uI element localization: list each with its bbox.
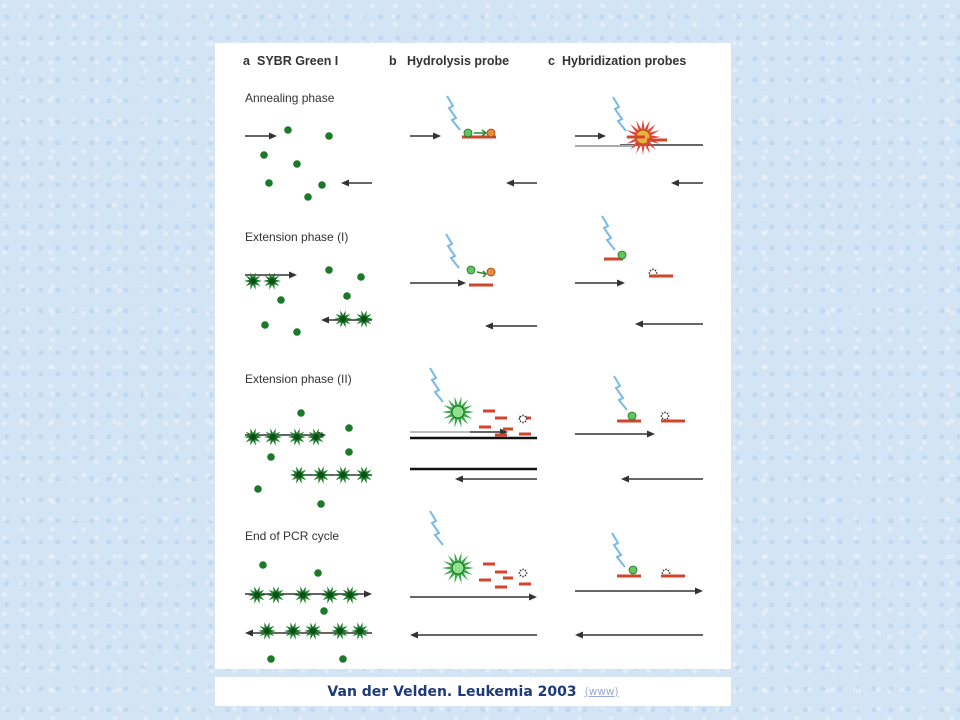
figure-panel bbox=[215, 43, 731, 669]
bound-dye-core bbox=[340, 472, 346, 478]
phase-label-extension-1: Extension phase (I) bbox=[245, 230, 349, 244]
excitation-light-icon bbox=[612, 533, 625, 567]
released-quencher-center bbox=[520, 570, 526, 576]
header-a-title: SYBR Green I bbox=[257, 54, 339, 68]
sybr-dye-molecule bbox=[317, 500, 325, 508]
quencher-dye bbox=[487, 268, 495, 276]
bound-dye-core bbox=[347, 592, 353, 598]
caption-link[interactable]: (www) bbox=[584, 685, 619, 698]
quencher-dye bbox=[487, 129, 495, 137]
excitation-light-icon bbox=[613, 97, 626, 131]
sybr-dye-molecule bbox=[293, 160, 301, 168]
bound-dye-core bbox=[273, 592, 279, 598]
arrowhead bbox=[647, 431, 655, 438]
sybr-dye-molecule bbox=[320, 607, 328, 615]
excitation-light-icon bbox=[430, 368, 443, 402]
header-a-letter: a bbox=[243, 54, 250, 68]
sybr-dye-molecule bbox=[339, 655, 347, 663]
header-b-letter: b bbox=[389, 54, 397, 68]
burst-core bbox=[452, 406, 464, 418]
arrowhead bbox=[598, 133, 606, 140]
bound-dye-core bbox=[294, 434, 300, 440]
bound-dye-core bbox=[270, 434, 276, 440]
sybr-dye-molecule bbox=[277, 296, 285, 304]
reporter-dye bbox=[464, 129, 472, 137]
phase-label-annealing: Annealing phase bbox=[245, 91, 335, 105]
phase-label-extension-2: Extension phase (II) bbox=[245, 372, 352, 386]
sybr-dye-molecule bbox=[265, 179, 273, 187]
reporter-dye bbox=[467, 266, 475, 274]
sybr-dye-molecule bbox=[297, 409, 305, 417]
arrowhead bbox=[321, 317, 329, 324]
sybr-dye-molecule bbox=[267, 655, 275, 663]
bound-dye-core bbox=[300, 592, 306, 598]
bound-dye-core bbox=[340, 316, 346, 322]
reporter-dye bbox=[628, 412, 636, 420]
burst-core bbox=[452, 562, 464, 574]
arrowhead bbox=[671, 180, 679, 187]
released-quencher-center bbox=[662, 413, 668, 419]
excitation-light-icon bbox=[602, 216, 615, 250]
sybr-dye-molecule bbox=[318, 181, 326, 189]
energy-transfer-arrow bbox=[477, 271, 486, 277]
released-quencher-center bbox=[520, 416, 526, 422]
sybr-dye-molecule bbox=[357, 273, 365, 281]
excitation-light-icon bbox=[446, 234, 459, 268]
bound-dye-core bbox=[250, 278, 256, 284]
energy-transfer-arrow bbox=[474, 130, 486, 136]
excitation-light-icon bbox=[614, 376, 627, 410]
sybr-dye-molecule bbox=[345, 424, 353, 432]
sybr-dye-molecule bbox=[284, 126, 292, 134]
bound-dye-core bbox=[310, 628, 316, 634]
arrowhead bbox=[341, 180, 349, 187]
arrowhead bbox=[410, 632, 418, 639]
arrowhead bbox=[245, 630, 253, 637]
sybr-dye-molecule bbox=[254, 485, 262, 493]
arrowhead bbox=[269, 133, 277, 140]
sybr-dye-molecule bbox=[267, 453, 275, 461]
arrowhead bbox=[695, 588, 703, 595]
bound-dye-core bbox=[269, 278, 275, 284]
bound-dye-core bbox=[313, 434, 319, 440]
arrowhead bbox=[506, 180, 514, 187]
bound-dye-core bbox=[318, 472, 324, 478]
sybr-dye-molecule bbox=[325, 266, 333, 274]
bound-dye-core bbox=[290, 628, 296, 634]
arrowhead bbox=[617, 280, 625, 287]
bound-dye-core bbox=[296, 472, 302, 478]
arrowhead bbox=[621, 476, 629, 483]
reporter-dye bbox=[629, 566, 637, 574]
arrowhead bbox=[575, 632, 583, 639]
bound-dye-core bbox=[357, 628, 363, 634]
arrowhead bbox=[364, 591, 372, 598]
header-b-title: Hydrolysis probe bbox=[407, 54, 510, 68]
caption-bar bbox=[215, 677, 731, 706]
bound-dye-core bbox=[337, 628, 343, 634]
arrowhead bbox=[458, 280, 466, 287]
header-c-title: Hybridization probes bbox=[562, 54, 687, 68]
bound-dye-core bbox=[264, 628, 270, 634]
column-headers bbox=[243, 54, 686, 68]
reporter-dye bbox=[618, 251, 626, 259]
arrowhead bbox=[529, 594, 537, 601]
arrowhead bbox=[289, 272, 297, 279]
bound-dye-core bbox=[361, 316, 367, 322]
arrowhead bbox=[433, 133, 441, 140]
real-time-pcr-diagram bbox=[215, 43, 731, 669]
excitation-light-icon bbox=[430, 511, 443, 545]
bound-dye-core bbox=[250, 434, 256, 440]
sybr-dye-molecule bbox=[343, 292, 351, 300]
arrowhead bbox=[455, 476, 463, 483]
phase-label-end-pcr: End of PCR cycle bbox=[245, 529, 340, 543]
sybr-dye-molecule bbox=[259, 561, 267, 569]
bound-dye-core bbox=[327, 592, 333, 598]
arrowhead bbox=[635, 321, 643, 328]
excitation-light-icon bbox=[447, 96, 460, 130]
sybr-dye-molecule bbox=[314, 569, 322, 577]
sybr-dye-molecule bbox=[293, 328, 301, 336]
sybr-dye-molecule bbox=[304, 193, 312, 201]
sybr-dye-molecule bbox=[261, 321, 269, 329]
bound-dye-core bbox=[254, 592, 260, 598]
sybr-dye-molecule bbox=[345, 448, 353, 456]
sybr-dye-molecule bbox=[325, 132, 333, 140]
header-c-letter: c bbox=[548, 54, 555, 68]
caption-text: Van der Velden. Leukemia 2003 bbox=[327, 683, 577, 700]
bound-dye-core bbox=[361, 472, 367, 478]
arrowhead bbox=[485, 323, 493, 330]
sybr-dye-molecule bbox=[260, 151, 268, 159]
